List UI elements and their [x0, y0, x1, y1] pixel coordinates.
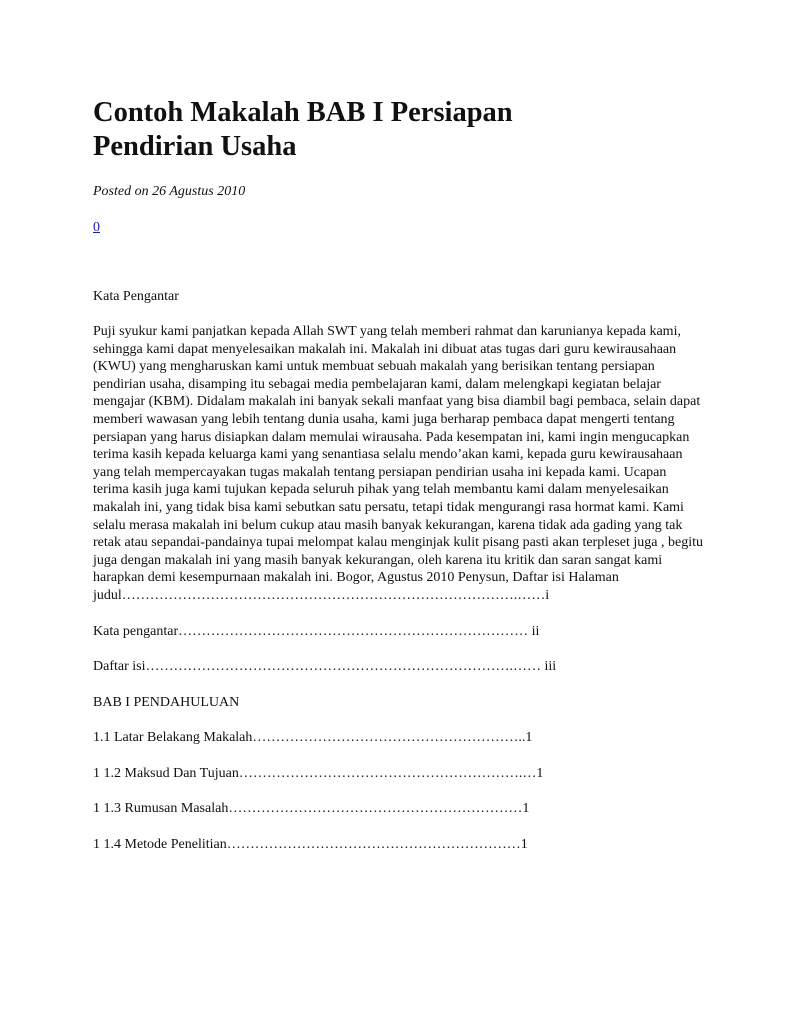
toc-entry: 1.1 Latar Belakang Makalah…………………………………………………..1	[93, 730, 533, 746]
article-title	[93, 96, 705, 164]
preface-text: Puji syukur kami panjatkan kepada Allah SWT yang telah memberi rahmat dan karunianya kepada kami, sehingga kami dapat menyelesaikan makalah ini. Makalah ini dibuat atas tugas dari guru kewirausahaan (KWU) yang mengharuskan kami untuk membuat sebuah makalah yang berisikan tentang persiapan pendirian usaha, disamping itu sebagai media pembelajaran kami, dalam melengkapi kegiatan belajar mengajar (KBM). Didalam makalah ini banyak sekali manfaat yang bisa diambil bagi pembaca, selain dapat memberi wawasan yang lebih tentang dunia usaha, kami juga berharap pembaca dapat mengerti tentang persiapan yang harus disiapkan dalam memulai wirausaha. Pada kesempatan ini, kami ingin mengucapkan terima kasih kepada keluarga kami yang senantiasa selalu mendo’akan kami, kepada guru kewirausahaan yang telah mempercayakan tugas makalah tentang persiapan pendirian usaha ini kepada kami. Ucapan terima kasih juga kami tujukan kepada seluruh pihak yang telah membantu kami dalam menyelesaikan makalah ini, yang tidak bisa kami sebutkan satu persatu, tetapi tidak mengurangi rasa hormat kami. Kami selalu merasa makalah ini belum cukup atau masih banyak kekurangan, karena tidak ada gading yang tak retak atau sepandai-pandainya tupai melompat kalau menginjak kulit pisang pasti akan terpleset juga , begitu juga dengan makalah ini yang masih banyak kekurangan, oleh karena itu kritik dan saran sangat kami harapkan demi kesempurnaan makalah ini. Bogor, Agustus 2010 Penysun, Daftar isi Halaman	[93, 324, 703, 586]
article	[93, 96, 705, 854]
toc-entry-judul: judul………………………………………………………………………….……i	[93, 587, 550, 603]
article-title-line2: Pendirian Usaha	[93, 131, 297, 162]
preface-paragraph	[93, 323, 705, 605]
toc-chapter-heading: BAB I PENDAHULUAN	[93, 694, 240, 710]
post-date: Posted on 26 Agustus 2010	[93, 184, 246, 199]
toc-entry: 1 1.2 Maksud Dan Tujuan…………………………………………………….…1	[93, 765, 544, 781]
toc-entry: 1 1.4 Metode Penelitian………………………………………………………1	[93, 837, 528, 853]
toc-entry: Kata pengantar………………………………………………………………… ii	[93, 623, 540, 639]
section-heading: Kata Pengantar	[93, 289, 179, 304]
article-title-line1: Contoh Makalah BAB I Persiapan	[93, 97, 513, 128]
toc-entry: 1 1.3 Rumusan Masalah………………………………………………………1	[93, 801, 530, 817]
toc-entry: Daftar isi…………………………………………………………………….…… iii	[93, 659, 557, 675]
comment-count-link[interactable]: 0	[93, 220, 100, 235]
